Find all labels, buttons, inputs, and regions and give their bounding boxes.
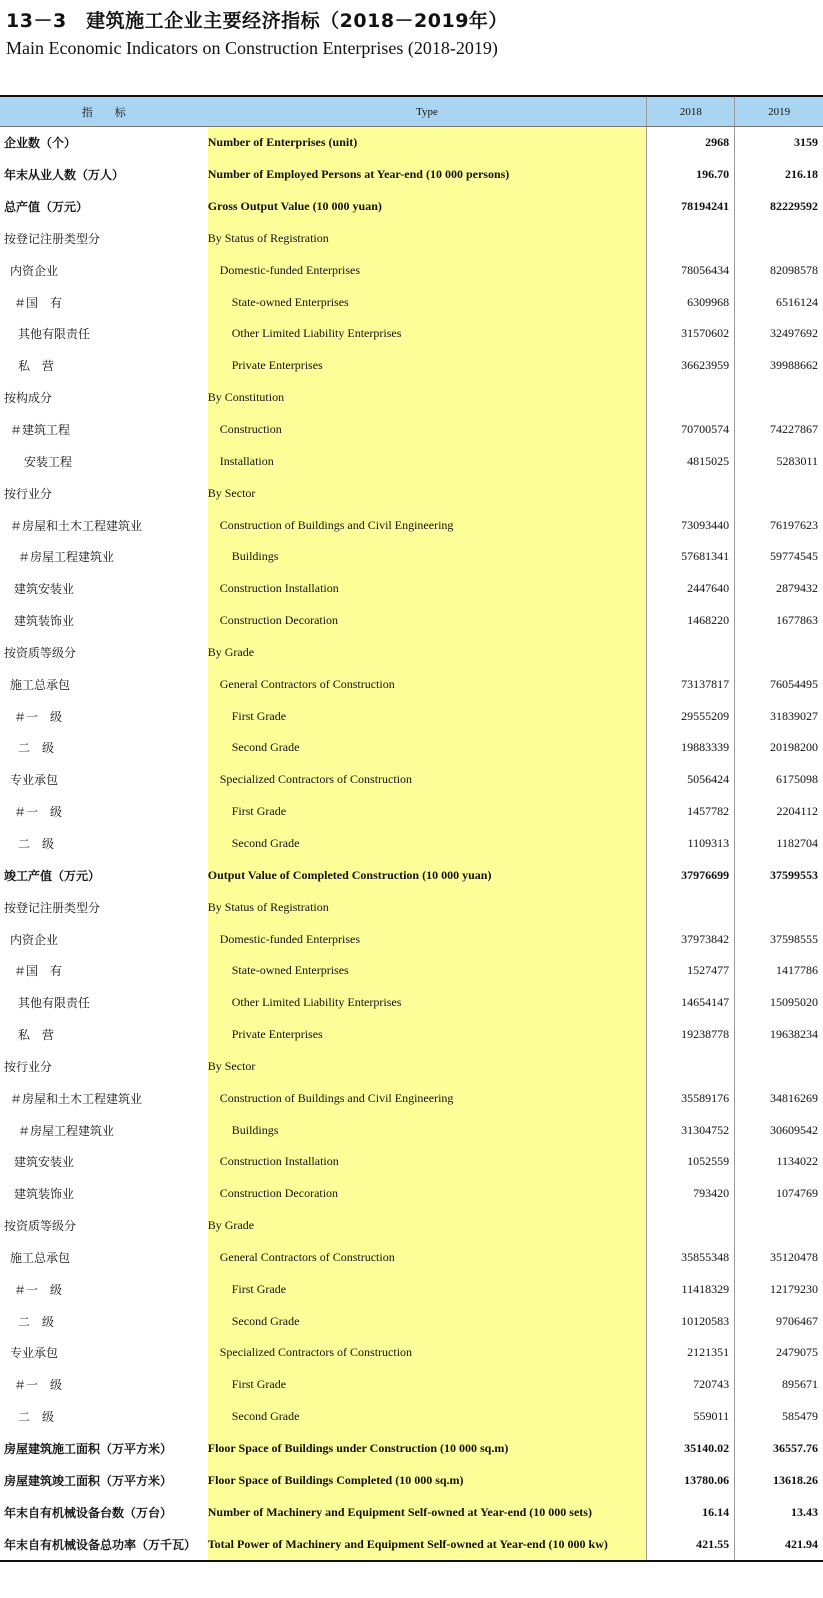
row-label-cn: 建筑安装业 bbox=[14, 1155, 75, 1170]
value-2018: 78194241 bbox=[681, 199, 730, 214]
value-2018 bbox=[647, 891, 734, 923]
row-label-en: Gross Output Value (10 000 yuan) bbox=[207, 199, 382, 214]
row-label-cn: 私 营 bbox=[18, 1028, 55, 1043]
value-2019: 30609542 bbox=[770, 1122, 818, 1137]
row-label-cn: 总产值（万元） bbox=[4, 200, 89, 215]
value-2018 bbox=[647, 382, 734, 414]
value-2018: 73137817 bbox=[681, 676, 730, 691]
value-2018: 29555209 bbox=[681, 708, 730, 723]
value-2018: 196.70 bbox=[696, 167, 730, 182]
row-label-cn: ＃房屋和土木工程建筑业 bbox=[10, 1091, 143, 1106]
value-2019: 35120478 bbox=[770, 1249, 818, 1264]
value-2019: 2879432 bbox=[776, 581, 818, 596]
row-label-cn: 专业承包 bbox=[10, 773, 59, 788]
value-2019: 895671 bbox=[782, 1377, 818, 1392]
value-2019 bbox=[735, 223, 823, 255]
value-2018: 793420 bbox=[693, 1186, 730, 1201]
value-2019: 74227867 bbox=[770, 422, 818, 437]
value-2019: 5283011 bbox=[776, 453, 818, 468]
value-2019: 216.18 bbox=[785, 167, 818, 182]
value-2018: 78056434 bbox=[681, 262, 730, 277]
row-label-en: Floor Space of Buildings Completed (10 000 sq.m) bbox=[207, 1472, 464, 1487]
row-label-en: Number of Enterprises (unit) bbox=[207, 135, 358, 150]
value-2019: 1134022 bbox=[776, 1154, 818, 1169]
row-label-en: Construction bbox=[219, 422, 282, 437]
row-label-cn: 二 级 bbox=[18, 1410, 55, 1425]
value-2018: 6309968 bbox=[687, 294, 730, 309]
column-2019 bbox=[735, 127, 823, 1560]
row-label-en: Construction Decoration bbox=[219, 1186, 339, 1201]
value-2018: 559011 bbox=[693, 1409, 730, 1424]
row-label-en: Construction Installation bbox=[219, 1154, 339, 1169]
row-label-cn: ＃一 级 bbox=[14, 1378, 63, 1393]
row-label-cn: 企业数（个） bbox=[4, 136, 77, 151]
value-2018: 2968 bbox=[705, 135, 730, 150]
row-label-cn: 施工总承包 bbox=[10, 1250, 71, 1265]
row-label-cn: ＃房屋工程建筑业 bbox=[18, 550, 115, 565]
header-2019: 2019 bbox=[768, 105, 791, 118]
value-2019: 59774545 bbox=[770, 549, 818, 564]
value-2018: 73093440 bbox=[681, 517, 730, 532]
value-2018: 1457782 bbox=[687, 804, 730, 819]
row-label-cn: 建筑装饰业 bbox=[14, 614, 75, 629]
value-2019: 585479 bbox=[782, 1409, 818, 1424]
row-label-cn: 按资质等级分 bbox=[4, 645, 77, 660]
value-2018 bbox=[647, 223, 734, 255]
value-2018: 35589176 bbox=[681, 1090, 730, 1105]
value-2019: 13618.26 bbox=[773, 1472, 818, 1487]
row-label-cn: ＃房屋和土木工程建筑业 bbox=[10, 518, 143, 533]
value-2019: 39988662 bbox=[770, 358, 818, 373]
row-label-en: Output Value of Completed Construction (10 000 yuan) bbox=[207, 867, 492, 882]
row-label-en: State-owned Enterprises bbox=[231, 294, 349, 309]
row-label-en: By Grade bbox=[207, 644, 255, 659]
row-label-cn: 二 级 bbox=[18, 836, 55, 851]
row-label-en: By Status of Registration bbox=[207, 230, 329, 245]
value-2019: 13.43 bbox=[791, 1504, 818, 1519]
row-label-en: Specialized Contractors of Construction bbox=[219, 772, 413, 787]
value-2018 bbox=[647, 637, 734, 669]
value-2018: 2447640 bbox=[687, 581, 730, 596]
value-2019: 3159 bbox=[794, 135, 818, 150]
value-2019 bbox=[735, 477, 823, 509]
value-2019 bbox=[735, 891, 823, 923]
row-label-cn: ＃一 级 bbox=[14, 805, 63, 820]
row-label-en: Installation bbox=[219, 453, 274, 468]
row-label-cn: 其他有限责任 bbox=[18, 996, 91, 1011]
row-label-en: Other Limited Liability Enterprises bbox=[231, 995, 402, 1010]
indicator-table bbox=[0, 95, 823, 1562]
value-2019: 12179230 bbox=[770, 1281, 818, 1296]
row-label-cn: ＃一 级 bbox=[14, 1282, 63, 1297]
row-label-cn: 按行业分 bbox=[4, 486, 53, 501]
row-label-en: First Grade bbox=[231, 804, 287, 819]
value-2018: 19238778 bbox=[681, 1027, 730, 1042]
value-2019: 32497692 bbox=[770, 326, 818, 341]
row-label-en: General Contractors of Construction bbox=[219, 676, 395, 691]
value-2018: 14654147 bbox=[681, 995, 730, 1010]
row-label-cn: 按资质等级分 bbox=[4, 1219, 77, 1234]
row-label-cn: 内资企业 bbox=[10, 932, 59, 947]
value-2019: 76054495 bbox=[770, 676, 818, 691]
row-label-en: Floor Space of Buildings under Construction (10 000 sq.m) bbox=[207, 1441, 509, 1456]
value-2018: 37976699 bbox=[681, 867, 730, 882]
row-label-en: First Grade bbox=[231, 708, 287, 723]
value-2019: 31839027 bbox=[770, 708, 818, 723]
page-title-cn: 13－3 建筑施工企业主要经济指标（2018－2019年） bbox=[6, 10, 508, 32]
value-2019: 20198200 bbox=[770, 740, 818, 755]
row-label-cn: 建筑安装业 bbox=[14, 582, 75, 597]
value-2019: 34816269 bbox=[770, 1090, 818, 1105]
value-2018: 4815025 bbox=[687, 453, 730, 468]
row-label-cn: ＃国 有 bbox=[14, 295, 63, 310]
value-2018: 720743 bbox=[693, 1377, 730, 1392]
row-label-en: Domestic-funded Enterprises bbox=[219, 931, 361, 946]
row-label-cn: ＃建筑工程 bbox=[10, 423, 71, 438]
row-label-en: Private Enterprises bbox=[231, 358, 323, 373]
value-2019: 82098578 bbox=[770, 262, 818, 277]
row-label-en: Construction Decoration bbox=[219, 613, 339, 628]
value-2018: 35855348 bbox=[681, 1249, 730, 1264]
row-label-en: General Contractors of Construction bbox=[219, 1249, 395, 1264]
row-label-en: Domestic-funded Enterprises bbox=[219, 262, 361, 277]
row-label-en: Construction of Buildings and Civil Engineering bbox=[219, 517, 454, 532]
column-type-en bbox=[208, 127, 647, 1560]
value-2019: 1677863 bbox=[776, 613, 818, 628]
row-label-cn: 建筑装饰业 bbox=[14, 1187, 75, 1202]
row-label-en: Buildings bbox=[231, 549, 279, 564]
value-2019: 1074769 bbox=[776, 1186, 818, 1201]
row-label-en: Second Grade bbox=[231, 740, 300, 755]
value-2019: 82229592 bbox=[770, 199, 818, 214]
row-label-cn: 二 级 bbox=[18, 741, 55, 756]
row-label-cn: 内资企业 bbox=[10, 263, 59, 278]
value-2018: 16.14 bbox=[702, 1504, 730, 1519]
row-label-cn: 年末自有机械设备总功率（万千瓦） bbox=[4, 1537, 197, 1552]
row-label-cn: 安装工程 bbox=[24, 454, 73, 469]
row-label-en: Buildings bbox=[231, 1122, 279, 1137]
row-label-cn: 竣工产值（万元） bbox=[4, 868, 101, 883]
row-label-en: Second Grade bbox=[231, 1313, 300, 1328]
value-2018: 421.55 bbox=[696, 1536, 730, 1551]
row-label-en: By Sector bbox=[207, 485, 256, 500]
row-label-en: Private Enterprises bbox=[231, 1027, 323, 1042]
row-label-en: By Grade bbox=[207, 1218, 255, 1233]
value-2019 bbox=[735, 637, 823, 669]
value-2018: 5056424 bbox=[687, 772, 730, 787]
row-label-en: Construction of Buildings and Civil Engineering bbox=[219, 1090, 454, 1105]
table-body bbox=[0, 127, 823, 1560]
value-2018: 35140.02 bbox=[684, 1441, 730, 1456]
row-label-cn: ＃房屋工程建筑业 bbox=[18, 1123, 115, 1138]
value-2019: 2204112 bbox=[776, 804, 818, 819]
row-label-cn: 私 营 bbox=[18, 359, 55, 374]
header-type-en: Type bbox=[208, 97, 648, 126]
row-label-cn: 施工总承包 bbox=[10, 677, 71, 692]
value-2018: 1052559 bbox=[687, 1154, 730, 1169]
table-bottom-rule bbox=[0, 1560, 823, 1562]
header-indicator-cn: 指 标 bbox=[81, 106, 126, 119]
row-label-en: By Sector bbox=[207, 1058, 256, 1073]
row-label-cn: 按登记注册类型分 bbox=[4, 231, 101, 246]
row-label-cn: 按构成分 bbox=[4, 391, 53, 406]
row-label-en: Other Limited Liability Enterprises bbox=[231, 326, 402, 341]
row-label-cn: 年末从业人数（万人） bbox=[4, 168, 125, 183]
row-label-en: Construction Installation bbox=[219, 581, 339, 596]
value-2019: 6516124 bbox=[776, 294, 818, 309]
row-label-en: Specialized Contractors of Construction bbox=[219, 1345, 413, 1360]
value-2019 bbox=[735, 1050, 823, 1082]
row-label-cn: ＃国 有 bbox=[14, 964, 63, 979]
value-2018 bbox=[647, 477, 734, 509]
value-2019: 37598555 bbox=[770, 931, 818, 946]
row-label-en: First Grade bbox=[231, 1281, 287, 1296]
row-label-en: Number of Employed Persons at Year-end (10 000 persons) bbox=[207, 167, 510, 182]
value-2018 bbox=[647, 1050, 734, 1082]
row-label-en: First Grade bbox=[231, 1377, 287, 1392]
row-label-cn: 其他有限责任 bbox=[18, 327, 91, 342]
column-indicator-cn bbox=[0, 127, 208, 1560]
value-2018: 31304752 bbox=[681, 1122, 730, 1137]
value-2019: 19638234 bbox=[770, 1027, 818, 1042]
value-2019 bbox=[735, 382, 823, 414]
row-label-cn: 按行业分 bbox=[4, 1059, 53, 1074]
value-2018: 1109313 bbox=[687, 835, 730, 850]
value-2018: 36623959 bbox=[681, 358, 730, 373]
row-label-cn: 按登记注册类型分 bbox=[4, 900, 101, 915]
value-2018: 1468220 bbox=[687, 613, 730, 628]
value-2018: 19883339 bbox=[681, 740, 730, 755]
value-2018: 70700574 bbox=[681, 422, 730, 437]
value-2018: 31570602 bbox=[681, 326, 730, 341]
page-title-en: Main Economic Indicators on Construction Enterprises (2018-2019) bbox=[6, 38, 498, 58]
value-2019: 36557.76 bbox=[773, 1441, 818, 1456]
row-label-en: Second Grade bbox=[231, 835, 300, 850]
row-label-cn: 二 级 bbox=[18, 1314, 55, 1329]
column-2018 bbox=[647, 127, 735, 1560]
row-label-cn: 房屋建筑竣工面积（万平方米） bbox=[4, 1473, 173, 1488]
row-label-cn: 房屋建筑施工面积（万平方米） bbox=[4, 1442, 173, 1457]
value-2019: 15095020 bbox=[770, 995, 818, 1010]
value-2019: 76197623 bbox=[770, 517, 818, 532]
row-label-cn: 年末自有机械设备台数（万台） bbox=[4, 1505, 173, 1520]
row-label-en: Second Grade bbox=[231, 1409, 300, 1424]
row-label-en: By Status of Registration bbox=[207, 899, 329, 914]
value-2018: 57681341 bbox=[681, 549, 730, 564]
table-header bbox=[0, 97, 823, 127]
row-label-en: Number of Machinery and Equipment Self-owned at Year-end (10 000 sets) bbox=[207, 1504, 592, 1519]
header-2018: 2018 bbox=[647, 97, 735, 126]
value-2019: 2479075 bbox=[776, 1345, 818, 1360]
value-2018 bbox=[647, 1210, 734, 1242]
value-2019 bbox=[735, 1210, 823, 1242]
value-2018: 11418329 bbox=[681, 1281, 730, 1296]
value-2019: 421.94 bbox=[785, 1536, 818, 1551]
value-2018: 1527477 bbox=[687, 963, 730, 978]
value-2019: 1417786 bbox=[776, 963, 818, 978]
row-label-en: State-owned Enterprises bbox=[231, 963, 349, 978]
row-label-en: By Constitution bbox=[207, 390, 285, 405]
value-2019: 6175098 bbox=[776, 772, 818, 787]
row-label-en: Total Power of Machinery and Equipment Self-owned at Year-end (10 000 kw) bbox=[207, 1536, 608, 1551]
value-2018: 37973842 bbox=[681, 931, 730, 946]
value-2019: 9706467 bbox=[776, 1313, 818, 1328]
value-2018: 13780.06 bbox=[684, 1472, 730, 1487]
value-2018: 10120583 bbox=[681, 1313, 730, 1328]
value-2018: 2121351 bbox=[687, 1345, 730, 1360]
row-label-cn: 专业承包 bbox=[10, 1346, 59, 1361]
row-label-cn: ＃一 级 bbox=[14, 709, 63, 724]
value-2019: 1182704 bbox=[776, 835, 818, 850]
value-2019: 37599553 bbox=[770, 867, 818, 882]
